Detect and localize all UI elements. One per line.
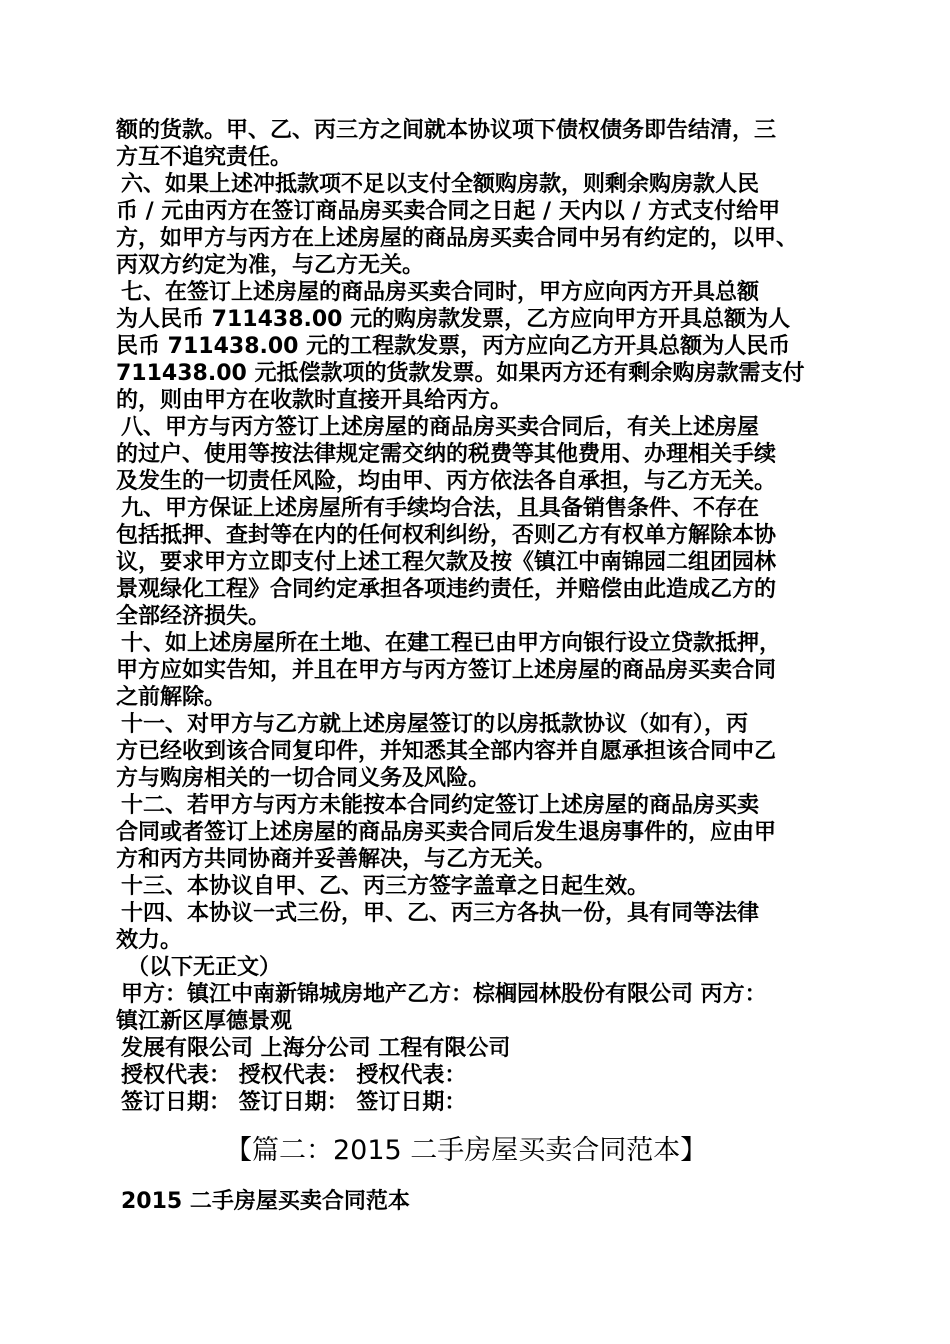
text-line: 为人民币 711438.00 元的购房款发票，乙方应向甲方开具总额为人: [116, 307, 791, 332]
text-line: 额的货款。甲、乙、丙三方之间就本协议项下债权债务即告结清，三: [116, 118, 777, 143]
text-line: 包括抵押、查封等在内的任何权利纠纷，否则乙方有权单方解除本协: [116, 523, 777, 548]
text-line: （以下无正文）: [127, 955, 282, 980]
text-line: 十二、若甲方与丙方未能按本合同约定签订上述房屋的商品房买卖: [121, 793, 760, 818]
text-line: 七、在签订上述房屋的商品房买卖合同时，甲方应向丙方开具总额: [121, 280, 760, 305]
text-line: 十四、本协议一式三份，甲、乙、丙三方各执一份，具有同等法律: [121, 901, 760, 926]
text-line: 之前解除。: [116, 685, 227, 710]
text-line: 效力。: [116, 928, 183, 953]
text-line: 十、如上述房屋所在土地、在建工程已由甲方向银行设立贷款抵押，: [121, 631, 782, 656]
text-line: 币 / 元由丙方在签订商品房买卖合同之日起 / 天内以 / 方式支付给甲: [116, 199, 781, 224]
document-subtitle: 2015 二手房屋买卖合同范本: [121, 1189, 410, 1214]
text-line: 的过户、使用等按法律规定需交纳的税费等其他费用、办理相关手续: [116, 442, 777, 467]
text-line: 甲方：镇江中南新锦城房地产乙方：棕榈园林股份有限公司 丙方：: [121, 982, 767, 1007]
text-line: 九、甲方保证上述房屋所有手续均合法，且具备销售条件、不存在: [121, 496, 760, 521]
text-line: 的，则由甲方在收款时直接开具给丙方。: [116, 388, 513, 413]
text-line: 全部经济损失。: [116, 604, 271, 629]
text-line: 授权代表： 授权代表： 授权代表：: [121, 1063, 467, 1088]
text-line: 方互不追究责任。: [116, 145, 293, 170]
text-line: 丙双方约定为准，与乙方无关。: [116, 253, 425, 278]
text-line: 议，要求甲方立即支付上述工程欠款及按《镇江中南锦园二组团园林: [116, 550, 777, 575]
text-line: 景观绿化工程》合同约定承担各项违约责任，并赔偿由此造成乙方的: [116, 577, 777, 602]
text-line: 方已经收到该合同复印件，并知悉其全部内容并自愿承担该合同中乙: [116, 739, 777, 764]
text-line: 及发生的一切责任风险，均由甲、丙方依法各自承担，与乙方无关。: [116, 469, 777, 494]
text-line: 八、甲方与丙方签订上述房屋的商品房买卖合同后，有关上述房屋: [121, 415, 760, 440]
text-line: 甲方应如实告知，并且在甲方与丙方签订上述房屋的商品房买卖合同: [116, 658, 777, 683]
text-line: 711438.00 元抵偿款项的货款发票。如果丙方还有剩余购房款需支付: [116, 361, 805, 386]
text-line: 民币 711438.00 元的工程款发票，丙方应向乙方开具总额为人民币: [116, 334, 791, 359]
text-line: 十三、本协议自甲、乙、丙三方签字盖章之日起生效。: [121, 874, 650, 899]
text-line: 十一、对甲方与乙方就上述房屋签订的以房抵款协议（如有），丙: [121, 712, 749, 737]
text-line: 签订日期： 签订日期： 签订日期：: [121, 1090, 467, 1115]
text-line: 合同或者签订上述房屋的商品房买卖合同后发生退房事件的，应由甲: [116, 820, 777, 845]
text-line: 发展有限公司 上海分公司 工程有限公司: [121, 1036, 511, 1061]
text-line: 方与购房相关的一切合同义务及风险。: [116, 766, 491, 791]
text-line: 镇江新区厚德景观: [116, 1009, 293, 1034]
text-line: 方和丙方共同协商并妥善解决，与乙方无关。: [116, 847, 557, 872]
text-line: 方，如甲方与丙方在上述房屋的商品房买卖合同中另有约定的，以甲、: [116, 226, 799, 251]
text-line: 六、如果上述冲抵款项不足以支付全额购房款，则剩余购房款人民: [121, 172, 760, 197]
section-heading: 【篇二：2015 二手房屋买卖合同范本】: [225, 1135, 708, 1166]
